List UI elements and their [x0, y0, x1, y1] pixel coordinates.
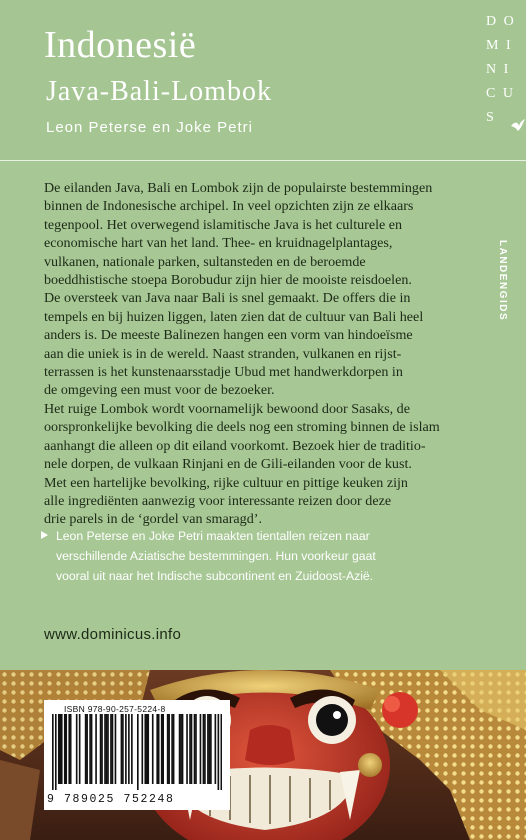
barcode-bar	[121, 714, 123, 784]
barcode-bar	[209, 714, 211, 784]
header-divider	[0, 160, 526, 161]
barcode-bar	[204, 714, 206, 784]
barcode-bar	[158, 714, 160, 784]
barcode-bar	[179, 714, 181, 784]
barcode-bar	[200, 714, 202, 784]
barcode-bar	[144, 714, 146, 784]
barcode-bar	[64, 714, 66, 784]
barcode-bar	[173, 714, 175, 784]
barcode-bar	[76, 714, 78, 784]
barcode-bar	[70, 714, 72, 784]
publisher-website: www.dominicus.info	[44, 626, 182, 643]
barcode-bar	[55, 714, 57, 790]
barcode-bar	[65, 714, 67, 784]
series-label: LANDENGIDS	[497, 240, 508, 322]
barcode-bar	[101, 714, 103, 784]
barcode-bar	[180, 714, 182, 784]
barcode-bar	[194, 714, 196, 784]
logo-row-4: C U	[486, 86, 515, 101]
barcode-bar	[195, 714, 197, 784]
barcode-bar	[112, 714, 114, 784]
barcode-bar	[218, 714, 220, 790]
barcode-bar	[106, 714, 108, 784]
barcode-bar	[182, 714, 184, 784]
barcode-bar	[86, 714, 88, 784]
barcode-bar	[68, 714, 70, 784]
barcode-bar	[85, 714, 87, 784]
barcode-bar	[171, 714, 173, 784]
barcode-bar	[210, 714, 212, 784]
barcode-bar	[146, 714, 148, 784]
barcode-bar	[59, 714, 61, 784]
book-title: Indonesië	[44, 24, 197, 66]
barcode-label	[44, 700, 230, 810]
barcode-bar	[115, 714, 117, 784]
barcode-bar	[203, 714, 205, 784]
barcode-bar	[104, 714, 106, 784]
logo-row-1: D O	[486, 14, 516, 29]
isbn-text: ISBN 978-90-257-5224-8	[64, 704, 166, 714]
logo-row-3: N I	[486, 62, 511, 77]
barcode-bar	[110, 714, 112, 784]
barcode-digits: 9 789025 752248	[47, 793, 175, 806]
barcode-bars	[52, 714, 222, 790]
bird-icon	[510, 117, 526, 133]
barcode-bar	[52, 714, 54, 790]
barcode-bar	[61, 714, 63, 784]
barcode-bar	[100, 714, 102, 784]
author-bio-text: Leon Peterse en Joke Petri maakten tientallen reizen naar verschillende Aziatische bestemmingen. Hun voorkeur gaat vooral uit naar het Indische subcontinent en Zuidoost-Azië.	[56, 529, 376, 583]
barcode-bar	[168, 714, 170, 784]
barcode-bar	[147, 714, 149, 784]
barcode-bar	[79, 714, 81, 784]
barcode-bar	[189, 714, 191, 784]
barcode-bar	[152, 714, 154, 784]
barcode-bar	[58, 714, 60, 784]
barcode-bar	[207, 714, 209, 784]
barcode-bar	[162, 714, 164, 784]
barcode-bar	[122, 714, 124, 784]
barcode-bar	[107, 714, 109, 784]
book-subtitle: Java-Bali-Lombok	[46, 76, 272, 107]
logo-row-5: S	[486, 110, 496, 125]
book-description: De eilanden Java, Bali en Lombok zijn de populairste bestemmingen binnen de Indonesische archipel. In veel opzichten zijn ze elkaars tegenpool. Het overwegend islamitische Java is het culturele en economische hart van het land. Thee- en kruidnagelplantages, vulkanen, nationale parken, sultansteden en de beroemde boeddhistische stoepa Borobudur zijn hier de mooiste reisdoelen. De oversteek van Java naar Bali is snel gemaakt. De offers die in tempels en bij huizen liggen, laten zien dat de cultuur van Bali heel anders is. De meeste Balinezen hangen een vorm van hindoeïsme aan die uniek is in de wereld. Naast stranden, vulkanen en rijst- terrassen is het kunstenaarsstadje Ubud met handwerkdorpen in de omgeving een must voor de bezoeker. Het ruige Lombok wordt voornamelijk bewoond door Sasaks, de oorspronkelijke bevolking die deels nog een stroming binnen de islam aanhangt die alleen op dit eiland voorkomt. Bezoek hier de traditio- nele dorpen, de vulkaan Rinjani en de Gili-eilanden voor de kust. Met een hartelijke bevolking, rijke cultuur en pittige keuken zijn alle ingrediënten aanwezig voor interessante reizen door deze drie parels in de ‘gordel van smaragd’.	[44, 180, 440, 528]
barcode-bar	[131, 714, 133, 784]
barcode-bar	[95, 714, 97, 784]
barcode-bar	[186, 714, 188, 784]
barcode-bar	[161, 714, 163, 784]
barcode-bar	[89, 714, 91, 784]
barcode-bar	[137, 714, 139, 790]
barcode-bar	[215, 714, 217, 784]
barcode-bar	[141, 714, 143, 784]
barcode-bar	[156, 714, 158, 784]
barcode-bar	[221, 714, 222, 790]
barcode-bar	[91, 714, 93, 784]
book-authors: Leon Peterse en Joke Petri	[46, 119, 253, 136]
logo-row-2: M I	[486, 38, 513, 53]
barcode-bar	[191, 714, 193, 784]
triangle-bullet-icon	[41, 531, 48, 539]
barcode-bar	[128, 714, 130, 784]
barcode-bar	[125, 714, 127, 784]
barcode-bar	[167, 714, 169, 784]
